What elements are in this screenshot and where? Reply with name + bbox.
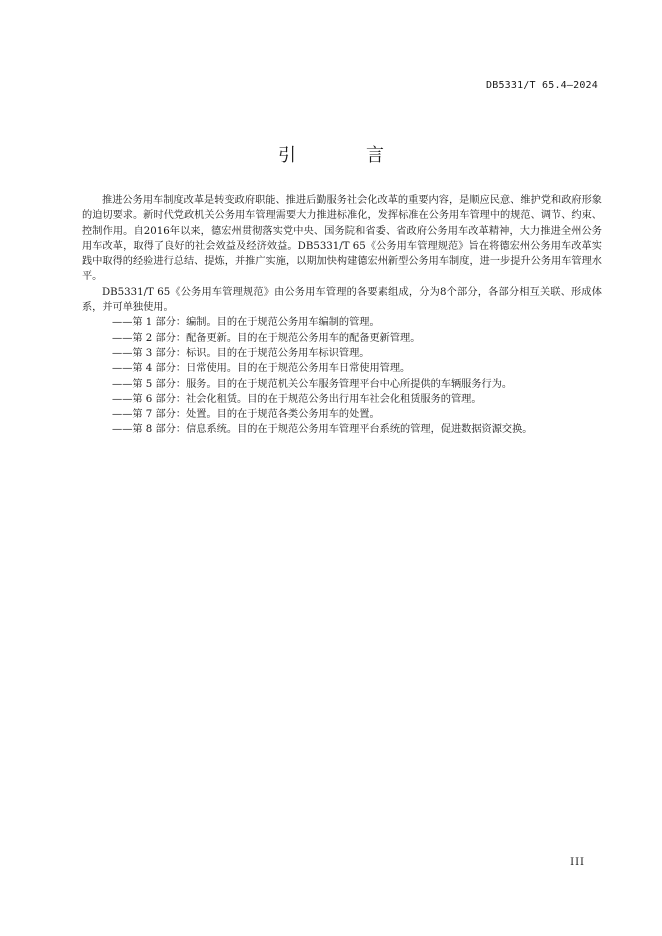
list-item: ——第 2 部分：配备更新。目的在于规范公务用车的配备更新管理。: [112, 332, 421, 344]
page-title: 引 言: [278, 145, 410, 166]
list-item: ——第 7 部分：处置。目的在于规范各类公务用车的处置。: [112, 409, 380, 421]
list-item: ——第 4 部分：日常使用。目的在于规范公务用车日常使用管理。: [112, 363, 411, 375]
intro-paragraph: 推进公务用车制度改革是转变政府职能、推进后勤服务社会化改革的重要内容，是顺应民意、维护党和政府形象的迫切要求。新时代党政机关公务用车管理需要大力推进标准化，发挥标准在公务用车管理中的规范、调节、约束、控制作用。自2016年以来，德宏州贯彻落实党中央、国务院和省委、省政府公务用车改革精神，大力推进全州公务用车改革，取得了良好的社会效益及经济效益。DB5331/T 65《公务用车管理规范》旨在将德宏州公务用车改革实践中取得的经验进行总结、提炼，并推广实施，以期加快构建德宏州新型公务用车制度，进一步提升公务用车管理水平。: [82, 195, 602, 283]
standard-code: DB5331/T 65.4—2024: [486, 80, 598, 91]
parts-list: [82, 315, 602, 437]
structure-paragraph: DB5331/T 65《公务用车管理规范》由公务用车管理的各要素组成，分为8个部分，各部分相互关联、形成体系，并可单独使用。: [82, 286, 602, 314]
page-number: III: [570, 857, 585, 868]
list-item: ——第 1 部分：编制。目的在于规范公务用车编制的管理。: [112, 317, 380, 329]
document-body: [82, 193, 602, 438]
list-item: ——第 3 部分：标识。目的在于规范公务用车标识管理。: [112, 347, 370, 359]
list-item: ——第 6 部分：社会化租赁。目的在于规范公务出行用车社会化租赁服务的管理。: [112, 393, 482, 405]
list-item: ——第 5 部分：服务。目的在于规范机关公车服务管理平台中心所提供的车辆服务行为。: [112, 378, 513, 390]
list-item: ——第 8 部分：信息系统。目的在于规范公务用车管理平台系统的管理，促进数据资源交换。: [112, 424, 533, 436]
